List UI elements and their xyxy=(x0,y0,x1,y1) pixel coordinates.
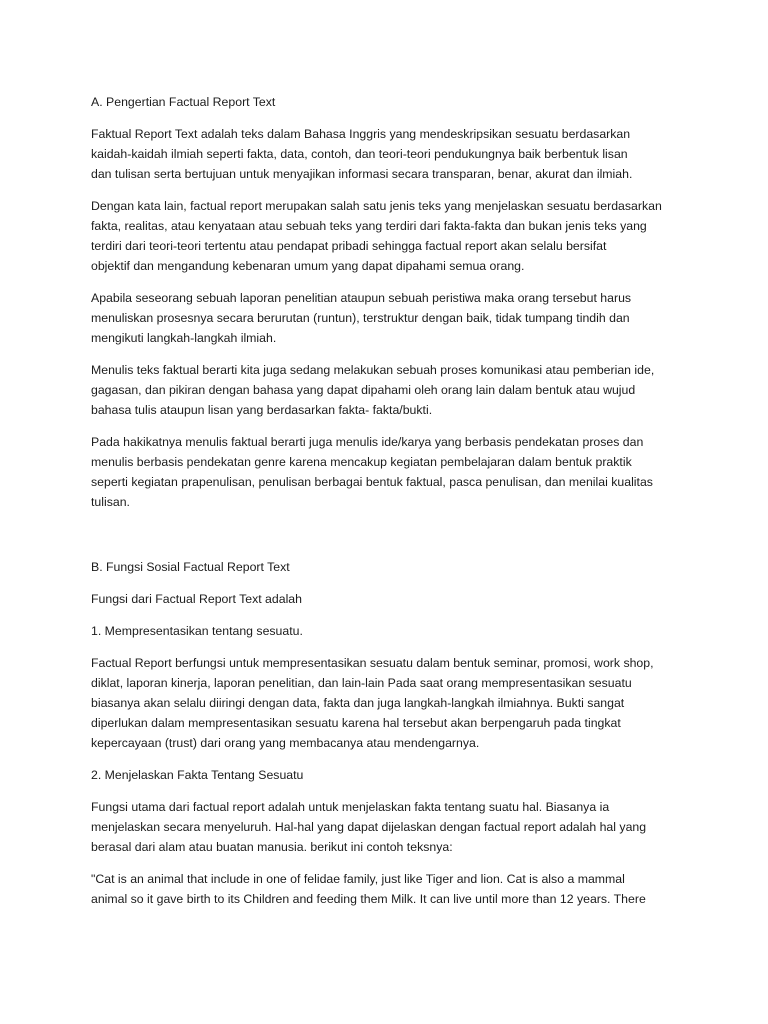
text-line: Pada hakikatnya menulis faktual berarti juga menulis ide/karya yang berbasis pendekatan proses dan xyxy=(91,435,644,449)
text-line: kaidah-kaidah ilmiah seperti fakta, data, contoh, dan teori-teori pendukungnya baik berbentuk lisan xyxy=(91,147,628,161)
section-spacer xyxy=(91,524,691,557)
point-2-paragraph xyxy=(91,797,691,857)
text-line: dan tulisan serta bertujuan untuk menyajikan informasi secara transparan, benar, akurat dan ilmiah. xyxy=(91,167,633,181)
text-line: Apabila seseorang sebuah laporan penelitian ataupun sebuah peristiwa maka orang tersebut harus xyxy=(91,291,632,305)
text-line: tulisan. xyxy=(91,495,130,509)
text-line: Factual Report berfungsi untuk mempresentasikan sesuatu dalam bentuk seminar, promosi, work shop, xyxy=(91,656,654,670)
text-line: seperti kegiatan prapenulisan, penulisan berbagai bentuk faktual, pasca penulisan, dan menilai kualitas xyxy=(91,475,653,489)
point-2-title: 2. Menjelaskan Fakta Tentang Sesuatu xyxy=(91,768,304,782)
text-line: berasal dari alam atau buatan manusia. berikut ini contoh teksnya: xyxy=(91,840,453,854)
paragraph-research-report xyxy=(91,288,691,348)
text-line: menuliskan prosesnya secara berurutan (runtun), terstruktur dengan baik, tidak tumpang tindih dan xyxy=(91,311,630,325)
section-b-intro: Fungsi dari Factual Report Text adalah xyxy=(91,592,302,606)
paragraph-communication xyxy=(91,360,691,420)
text-line: menulis berbasis pendekatan genre karena mencakup kegiatan pembelajaran dalam bentuk praktik xyxy=(91,455,632,469)
text-line: Fungsi utama dari factual report adalah untuk menjelaskan fakta tentang suatu hal. Biasanya ia xyxy=(91,800,610,814)
paragraph-essence xyxy=(91,432,691,512)
text-line: biasanya akan selalu diiringi dengan data, fakta dan juga langkah-langkah ilmiahnya. Bukti sangat xyxy=(91,696,625,710)
text-line: objektif dan mengandung kebenaran umum yang dapat dipahami semua orang. xyxy=(91,259,525,273)
text-line: menjelaskan secara menyeluruh. Hal-hal yang dapat dijelaskan dengan factual report adalah hal yang xyxy=(91,820,647,834)
text-line: animal so it gave birth to its Children and feeding them Milk. It can live until more than 12 years. There xyxy=(91,892,646,906)
text-line: mengikuti langkah-langkah ilmiah. xyxy=(91,331,277,345)
document-page xyxy=(91,92,691,921)
section-b-heading: B. Fungsi Sosial Factual Report Text xyxy=(91,560,290,574)
example-quote xyxy=(91,869,691,909)
text-line: Faktual Report Text adalah teks dalam Bahasa Inggris yang mendeskripsikan sesuatu berdasarkan xyxy=(91,127,631,141)
point-1-title: 1. Mempresentasikan tentang sesuatu. xyxy=(91,624,303,638)
text-line: Dengan kata lain, factual report merupakan salah satu jenis teks yang menjelaskan sesuatu berdasarkan xyxy=(91,199,662,213)
text-line: diklat, laporan kinerja, laporan penelitian, dan lain-lain Pada saat orang mempresentasikan sesuatu xyxy=(91,676,632,690)
text-line: Menulis teks faktual berarti kita juga sedang melakukan sebuah proses komunikasi atau pemberian ide, xyxy=(91,363,655,377)
text-line: "Cat is an animal that include in one of felidae family, just like Tiger and lion. Cat is also a mammal xyxy=(91,872,625,886)
point-1-paragraph xyxy=(91,653,691,753)
text-line: bahasa tulis ataupun lisan yang berdasarkan fakta- fakta/bukti. xyxy=(91,403,433,417)
text-line: diperlukan dalam mempresentasikan sesuatu karena hal tersebut akan berpengaruh pada tingkat xyxy=(91,716,621,730)
paragraph-other-words xyxy=(91,196,691,276)
paragraph-definition xyxy=(91,124,691,184)
text-line: kepercayaan (trust) dari orang yang membacanya atau mendengarnya. xyxy=(91,736,480,750)
text-line: fakta, realitas, atau kenyataan atau sebuah teks yang terdiri dari fakta-fakta dan bukan jenis teks yang xyxy=(91,219,647,233)
text-line: terdiri dari teori-teori tertentu atau pendapat pribadi sehingga factual report akan selalu bersifat xyxy=(91,239,607,253)
text-line: gagasan, dan pikiran dengan bahasa yang dapat dipahami oleh orang lain dalam bentuk atau wujud xyxy=(91,383,636,397)
section-a-heading: A. Pengertian Factual Report Text xyxy=(91,95,276,109)
